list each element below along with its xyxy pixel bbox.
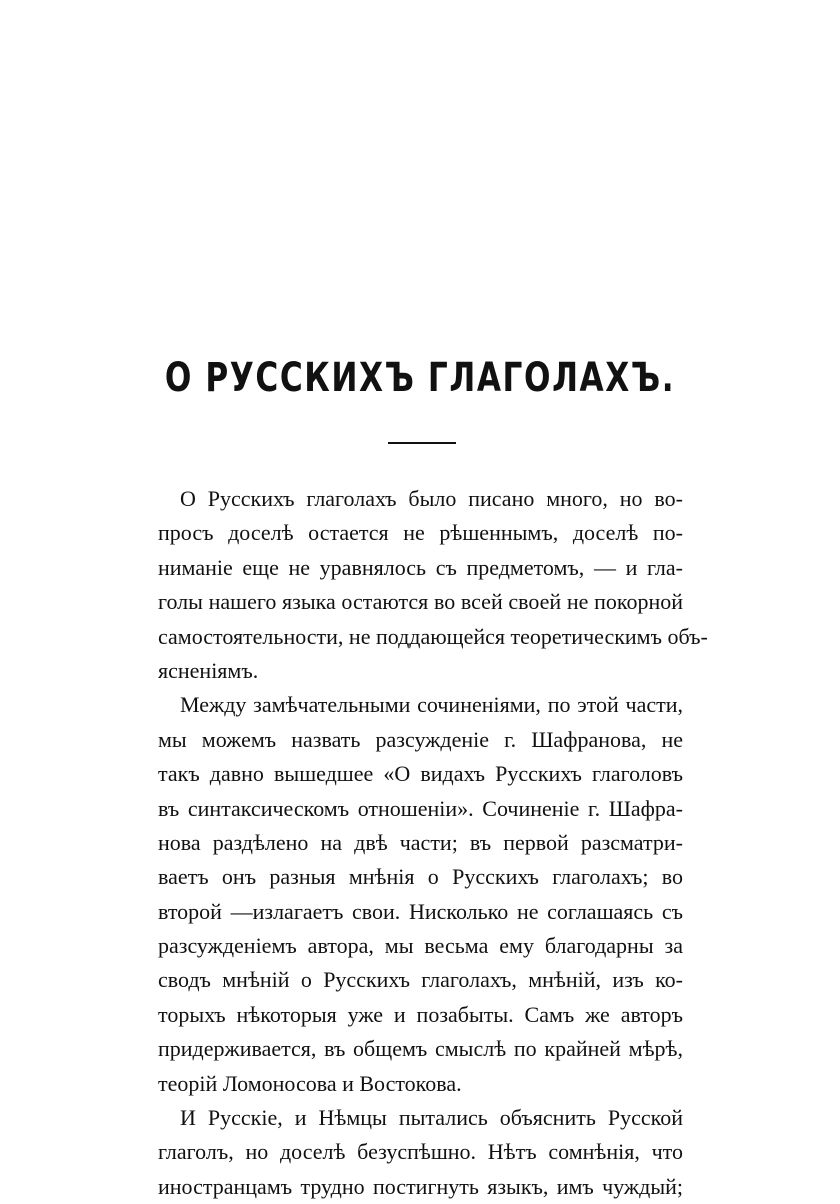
paragraph-1 <box>158 482 708 688</box>
text-line: сводъ мнѣній о Русскихъ глаголахъ, мнѣній, изъ ко- <box>158 967 683 993</box>
text-line: просъ доселѣ остается не рѣшеннымъ, доселѣ по- <box>158 520 683 546</box>
paragraph-2 <box>158 688 683 1101</box>
text-line: теорій Ломоносова и Востокова. <box>158 1070 462 1096</box>
text-line: ниманіе еще не уравнялось съ предметомъ, — и гла- <box>158 554 683 580</box>
text-line: глаголъ, но доселѣ безуспѣшно. Нѣтъ сомнѣнія, что <box>158 1139 683 1165</box>
text-line: такъ давно вышедшее «О видахъ Русскихъ глаголовъ <box>158 761 683 787</box>
text-line: самостоятельности, не поддающейся теоретическимъ объ- <box>158 623 708 649</box>
text-line: второй —излагаетъ свои. Нисколько не соглашаясь съ <box>158 898 683 924</box>
body-text <box>158 482 708 1204</box>
text-line: О Русскихъ глаголахъ было писано много, но во- <box>180 486 683 511</box>
text-line: ваетъ онъ разныя мнѣнія о Русскихъ глаголахъ; во <box>158 864 683 890</box>
text-line: Между замѣчательными сочиненіями, по этой части, <box>180 692 683 718</box>
text-line: иностранцамъ трудно постигнуть языкъ, имъ чуждый; <box>158 1173 683 1199</box>
text-line: ясненіямъ. <box>158 657 259 683</box>
text-line: голы нашего языка остаются во всей своей не покорной <box>158 589 683 615</box>
text-line: нова раздѣлено на двѣ части; въ первой разсматри- <box>158 829 683 855</box>
text-line: въ синтаксическомъ отношеніи». Сочиненіе г. Шафра- <box>158 795 683 821</box>
text-line: придерживается, въ общемъ смыслѣ по крайней мѣрѣ, <box>158 1036 683 1062</box>
title-divider <box>388 442 456 444</box>
paragraph-3 <box>158 1101 683 1204</box>
text-line: разсужденіемъ автора, мы весьма ему благодарны за <box>158 933 683 959</box>
text-line: И Русскіе, и Нѣмцы пытались объяснить Русской <box>180 1105 683 1131</box>
page-title: О РУССКИХЪ ГЛАГОЛАХЪ. <box>164 355 676 401</box>
text-line: торыхъ нѣкоторыя уже и позабыты. Самъ же авторъ <box>158 1001 683 1027</box>
text-line: мы можемъ назвать разсужденіе г. Шафранова, не <box>158 726 683 752</box>
